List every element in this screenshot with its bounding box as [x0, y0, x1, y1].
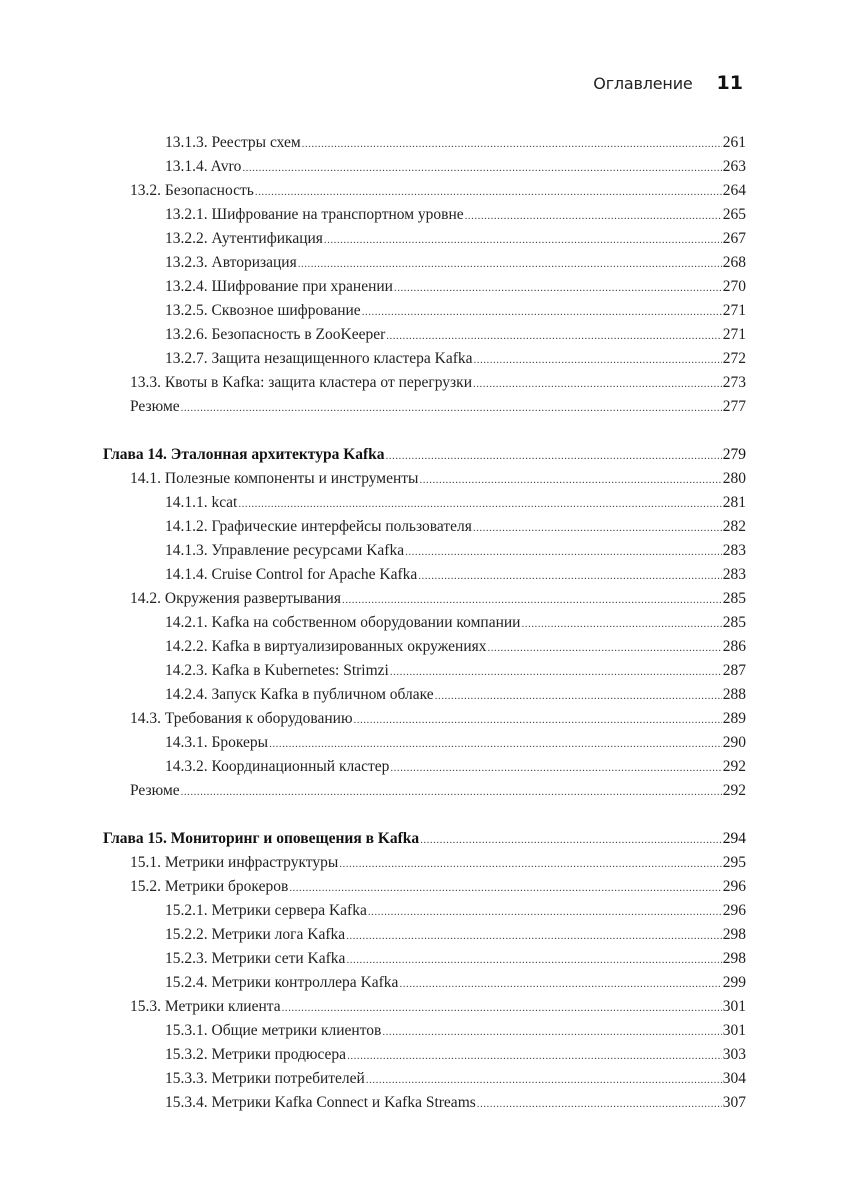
- toc-entry-label: 13.2.4. Шифрование при хранении: [165, 278, 393, 295]
- toc-entry-page-number: 286: [722, 638, 746, 655]
- toc-entry-label: 13.2.1. Шифрование на транспортном уровне: [165, 206, 464, 223]
- dot-leader: [181, 396, 722, 420]
- toc-entry[interactable]: [103, 731, 746, 755]
- toc-entry-page-number: 301: [722, 998, 746, 1015]
- toc-entry-page-number: 296: [722, 878, 746, 895]
- dot-leader: [339, 852, 721, 876]
- toc-entry-label: 13.2.6. Безопасность в ZooKeeper: [165, 326, 386, 343]
- toc-entry-page-number: 294: [722, 830, 746, 847]
- dot-leader: [390, 756, 721, 780]
- page-number: 11: [716, 72, 743, 94]
- dot-leader: [418, 564, 722, 588]
- toc-entry-page-number: 298: [722, 926, 746, 943]
- toc-entry-label: 15.1. Метрики инфраструктуры: [130, 854, 339, 871]
- dot-leader: [473, 372, 722, 396]
- toc-entry[interactable]: [103, 515, 746, 539]
- toc-entry-label: 13.2. Безопасность: [130, 182, 254, 199]
- dot-leader: [399, 972, 721, 996]
- toc-entry-label: Глава 14. Эталонная архитектура Kafka: [103, 446, 385, 463]
- toc-entry-label: 13.2.3. Авторизация: [165, 254, 297, 271]
- toc-entry-page-number: 298: [722, 950, 746, 967]
- toc-entry[interactable]: [103, 1091, 746, 1115]
- toc-entry-label: 14.3.2. Координационный кластер: [165, 758, 390, 775]
- toc-entry[interactable]: [103, 563, 746, 587]
- toc-entry[interactable]: [103, 923, 746, 947]
- toc-entry-page-number: 296: [722, 902, 746, 919]
- toc-entry-label: 13.2.5. Сквозное шифрование: [165, 302, 361, 319]
- dot-leader: [346, 948, 721, 972]
- toc-entry-page-number: 288: [722, 686, 746, 703]
- toc-entry-page-number: 277: [722, 398, 746, 415]
- toc-entry-label: 14.1.3. Управление ресурсами Kafka: [165, 542, 405, 559]
- toc-entry-label: 14.1.4. Cruise Control for Apache Kafka: [165, 566, 418, 583]
- toc-entry-page-number: 264: [722, 182, 746, 199]
- toc-entry-label: 14.1.2. Графические интерфейсы пользователя: [165, 518, 472, 535]
- toc-entry-label: 13.1.3. Реестры схем: [165, 134, 301, 151]
- toc-entry-page-number: 279: [722, 446, 746, 463]
- toc-entry[interactable]: [103, 995, 746, 1019]
- toc-entry-page-number: 281: [722, 494, 746, 511]
- running-head: [593, 72, 743, 94]
- toc-entry-label: 14.2.3. Kafka в Kubernetes: Strimzi: [165, 662, 389, 679]
- dot-leader: [390, 660, 722, 684]
- dot-leader: [386, 324, 722, 348]
- toc-entry-label: 14.3. Требования к оборудованию: [130, 710, 353, 727]
- toc-entry-page-number: 280: [722, 470, 746, 487]
- table-of-contents: [103, 131, 746, 1115]
- dot-leader: [181, 780, 722, 804]
- toc-entry[interactable]: [103, 587, 746, 611]
- toc-entry-page-number: 292: [722, 782, 746, 799]
- dot-leader: [354, 708, 722, 732]
- toc-entry[interactable]: [103, 131, 746, 155]
- toc-entry-page-number: 271: [722, 302, 746, 319]
- dot-leader: [474, 348, 722, 372]
- toc-entry-label: 13.1.4. Avro: [165, 158, 242, 175]
- toc-entry[interactable]: [103, 635, 746, 659]
- toc-entry-page-number: 285: [722, 614, 746, 631]
- toc-entry[interactable]: [103, 707, 746, 731]
- toc-entry[interactable]: [103, 1067, 746, 1091]
- toc-entry[interactable]: [103, 227, 746, 251]
- dot-leader: [405, 540, 722, 564]
- toc-entry-page-number: 283: [722, 566, 746, 583]
- toc-entry-label: 15.3.3. Метрики потребителей: [165, 1070, 365, 1087]
- dot-leader: [386, 444, 722, 468]
- toc-entry-page-number: 303: [722, 1046, 746, 1063]
- toc-entry-label: 15.3. Метрики клиента: [130, 998, 281, 1015]
- toc-entry[interactable]: [103, 467, 746, 491]
- toc-entry-label: 15.2. Метрики брокеров: [130, 878, 289, 895]
- toc-entry-label: 14.1.1. kcat: [165, 494, 238, 511]
- toc-entry-page-number: 290: [722, 734, 746, 751]
- toc-entry-page-number: 282: [722, 518, 746, 535]
- toc-entry-label: Резюме: [130, 782, 180, 799]
- toc-entry-page-number: 299: [722, 974, 746, 991]
- toc-entry[interactable]: [103, 299, 746, 323]
- toc-entry[interactable]: [103, 1043, 746, 1067]
- toc-entry-page-number: 268: [722, 254, 746, 271]
- toc-entry[interactable]: [103, 251, 746, 275]
- dot-leader: [366, 1068, 722, 1092]
- toc-entry-label: 15.2.4. Метрики контроллера Kafka: [165, 974, 399, 991]
- toc-chapter-entry[interactable]: [103, 827, 746, 851]
- toc-entry-page-number: 273: [722, 374, 746, 391]
- toc-entry-label: 14.3.1. Брокеры: [165, 734, 269, 751]
- toc-entry-page-number: 271: [722, 326, 746, 343]
- toc-entry[interactable]: [103, 275, 746, 299]
- toc-entry-label: Глава 15. Мониторинг и оповещения в Kafka: [103, 830, 420, 847]
- toc-entry[interactable]: [103, 611, 746, 635]
- toc-entry-page-number: 267: [722, 230, 746, 247]
- toc-entry-page-number: 295: [722, 854, 746, 871]
- toc-entry-label: 14.2.2. Kafka в виртуализированных окружениях: [165, 638, 487, 655]
- toc-entry-page-number: 304: [722, 1070, 746, 1087]
- toc-entry-label: 15.3.4. Метрики Kafka Connect и Kafka Streams: [165, 1094, 476, 1111]
- dot-leader: [420, 828, 722, 852]
- toc-entry-page-number: 287: [722, 662, 746, 679]
- toc-entry-page-number: 263: [722, 158, 746, 175]
- toc-chapter-entry[interactable]: [103, 443, 746, 467]
- toc-entry-page-number: 301: [722, 1022, 746, 1039]
- dot-leader: [435, 684, 722, 708]
- toc-entry[interactable]: [103, 371, 746, 395]
- dot-leader: [324, 228, 722, 252]
- dot-leader: [347, 1044, 722, 1068]
- dot-leader: [346, 924, 722, 948]
- toc-entry[interactable]: [103, 875, 746, 899]
- toc-entry[interactable]: [103, 1019, 746, 1043]
- toc-entry-label: 13.2.2. Аутентификация: [165, 230, 323, 247]
- dot-leader: [302, 132, 722, 156]
- toc-entry-page-number: 292: [722, 758, 746, 775]
- toc-entry[interactable]: [103, 755, 746, 779]
- toc-entry-label: 15.3.1. Общие метрики клиентов: [165, 1022, 382, 1039]
- toc-entry-page-number: 285: [722, 590, 746, 607]
- dot-leader: [298, 252, 722, 276]
- toc-entry-page-number: 283: [722, 542, 746, 559]
- toc-entry-label: 14.2. Окружения развертывания: [130, 590, 341, 607]
- toc-entry-page-number: 307: [722, 1094, 746, 1111]
- toc-entry-label: 13.2.7. Защита незащищенного кластера Kafka: [165, 350, 473, 367]
- toc-entry[interactable]: [103, 347, 746, 371]
- dot-leader: [394, 276, 722, 300]
- toc-entry-page-number: 270: [722, 278, 746, 295]
- toc-entry[interactable]: [103, 539, 746, 563]
- dot-leader: [238, 492, 721, 516]
- toc-entry[interactable]: [103, 155, 746, 179]
- dot-leader: [488, 636, 722, 660]
- toc-entry[interactable]: [103, 491, 746, 515]
- toc-entry-label: 14.2.4. Запуск Kafka в публичном облаке: [165, 686, 434, 703]
- toc-entry-label: 15.3.2. Метрики продюсера: [165, 1046, 347, 1063]
- toc-entry[interactable]: [103, 899, 746, 923]
- toc-entry-label: 14.1. Полезные компоненты и инструменты: [130, 470, 419, 487]
- toc-entry[interactable]: [103, 395, 746, 419]
- toc-entry-label: 15.2.3. Метрики сети Kafka: [165, 950, 346, 967]
- toc-entry[interactable]: [103, 851, 746, 875]
- dot-leader: [465, 204, 722, 228]
- toc-entry-label: 14.2.1. Kafka на собственном оборудовании компании: [165, 614, 521, 631]
- dot-leader: [477, 1092, 722, 1116]
- dot-leader: [382, 1020, 721, 1044]
- dot-leader: [342, 588, 722, 612]
- toc-entry[interactable]: [103, 179, 746, 203]
- toc-entry-label: Резюме: [130, 398, 180, 415]
- dot-leader: [473, 516, 722, 540]
- dot-leader: [362, 300, 722, 324]
- dot-leader: [419, 468, 721, 492]
- toc-entry[interactable]: [103, 323, 746, 347]
- dot-leader: [521, 612, 721, 636]
- toc-entry[interactable]: [103, 683, 746, 707]
- toc-entry-label: 15.2.2. Метрики лога Kafka: [165, 926, 346, 943]
- toc-entry[interactable]: [103, 779, 746, 803]
- dot-leader: [255, 180, 722, 204]
- dot-leader: [368, 900, 722, 924]
- dot-leader: [289, 876, 721, 900]
- toc-entry-page-number: 265: [722, 206, 746, 223]
- toc-entry-page-number: 289: [722, 710, 746, 727]
- toc-entry[interactable]: [103, 659, 746, 683]
- toc-entry[interactable]: [103, 947, 746, 971]
- toc-entry-label: 15.2.1. Метрики сервера Kafka: [165, 902, 367, 919]
- dot-leader: [242, 156, 721, 180]
- toc-entry-label: 13.3. Квоты в Kafka: защита кластера от перегрузки: [130, 374, 473, 391]
- dot-leader: [282, 996, 722, 1020]
- toc-entry[interactable]: [103, 203, 746, 227]
- toc-entry-page-number: 261: [722, 134, 746, 151]
- dot-leader: [269, 732, 722, 756]
- toc-entry-page-number: 272: [722, 350, 746, 367]
- toc-entry[interactable]: [103, 971, 746, 995]
- running-head-title: Оглавление: [593, 74, 693, 93]
